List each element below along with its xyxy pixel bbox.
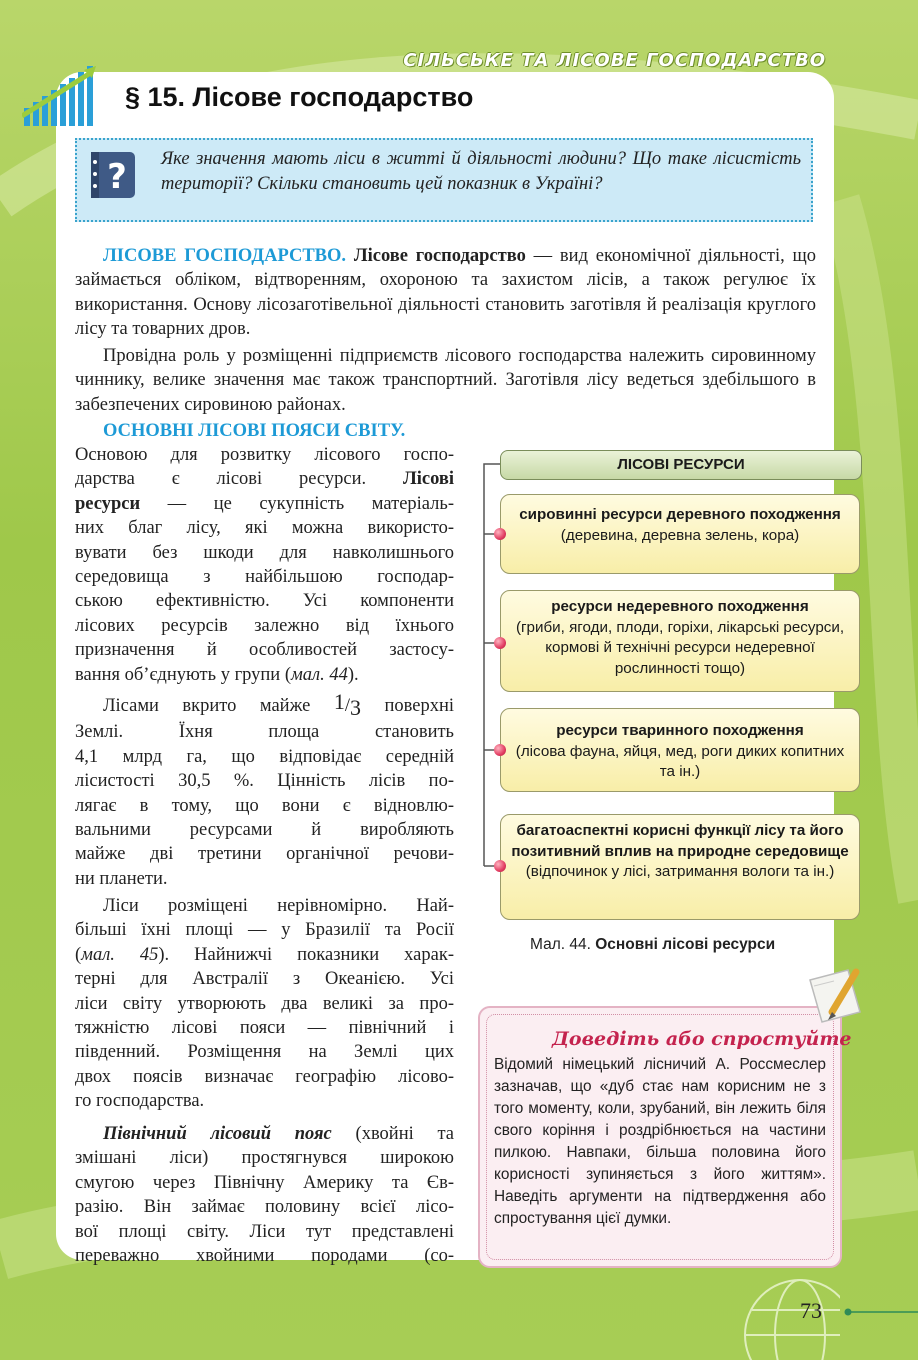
prove-or-disprove-box [478,1006,852,1268]
diagram-box-functions: багатоаспектні корисні функції лісу та його позитивний вплив на природне середовище (відпочинок у лісі, затримання вологи та ін.) [500,814,860,920]
text-line: переважно хвойними породами (со- [75,1246,454,1267]
text-line: середовища з найбільшою господар- [75,567,454,588]
text-line: ською ефективністю. Усі компоненти [75,591,454,612]
northern-belt-paragraph [75,1122,454,1268]
pencil-note-icon [804,966,870,1028]
bullet-dot [494,744,506,756]
text-line: ни планети. [75,868,168,889]
text-line: Землі. Їхня площа становить [75,722,454,743]
forest-distribution-paragraph [75,894,454,1114]
page-number-rule [844,1308,918,1316]
bullet-dot [494,528,506,540]
question-text: Яке значення мають ліси в житті й діяльності людини? Що таке лісистість території? Скільки становить цей показник в Україні? [161,149,801,194]
forest-resources-diagram [478,448,868,928]
fraction-denominator: 3 [349,695,361,720]
text-line: Лісами вкрито майже 1/3 поверхні [103,689,454,720]
diagram-title: ЛІСОВІ РЕСУРСИ [500,450,862,480]
forest-area-paragraph [75,690,454,891]
question-box [75,138,813,222]
text-line: Основою для розвитку лісового госпо- [75,445,454,465]
text-line: змішані ліси) простягнувся широкою [75,1148,454,1169]
text-line: двох поясів визначає географію лісово- [75,1066,454,1087]
text-line: Ліси розміщені нерівномірно. Най- [103,896,454,916]
page-number: 73 [800,1298,822,1323]
chapter-title: § 15. Лісове господарство [125,82,474,112]
fraction-numerator: 1 [333,689,345,714]
bullet-dot [494,637,506,649]
text-line: смугою через Північну Америку та Єв- [75,1172,454,1193]
section-heading-forestry: ЛІСОВЕ ГОСПОДАРСТВО. [103,246,347,266]
svg-text:?: ? [107,157,127,197]
text-line: більші їхні площі — у Бразилії та Росії [75,920,454,941]
section-heading-forest-belts: ОСНОВНІ ЛІСОВІ ПОЯСИ СВІТУ. [103,421,406,441]
text-line: вувати без шкоди для навколишнього [75,542,454,563]
diagram-box-animal: ресурси тваринного походження (лісова фауна, яйця, мед, роги диких копитних та ін.) [500,708,860,792]
text-line: вальними ресурсами й виробляють [75,820,454,841]
text-line: майже дві третини органічної речови- [75,844,454,865]
question-mark-icon [89,150,137,200]
paragraph-forestry-definition: ЛІСОВЕ ГОСПОДАРСТВО. Лісове господарство — вид економічної діяльності, що займається обліком, відтворенням, охороною та захистом лісів, а також регулює їх використання. Основу лісозаготівельної діяльності становить заготівля й реалізація круглого лісу та товарних дров. [75,246,817,340]
text-line: вої площі світу. Ліси тут представлені [75,1221,454,1242]
text-line: (мал. 45). Найнижчі показники харак- [75,944,455,965]
text-line: 4,1 млрд га, що відповідає середній [75,746,454,767]
diagram-box-nonwood: ресурси недеревного походження (гриби, ягоди, плоди, горіхи, лікарські ресурси, кормові й технічні ресурси недеревної рослинності тощо) [500,590,860,692]
bar-chart-growth-icon [22,62,108,128]
paragraph-placement-factors: Провідна роль у розміщенні підприємств лісового господарства належить сировинному чиннику, велике значення має також транспортний. Заготівля лісу ведеться здебільшого в забезпечених сировиною районах. [75,346,816,415]
text-line: Північний лісовий пояс (хвойні та [103,1124,455,1144]
prove-box-title: Доведіть або спростуйте [552,1028,852,1050]
bullet-dot [494,860,506,872]
text-line: лягає в тому, що вони є відновлю- [75,795,454,816]
text-line: го господарства. [75,1091,205,1112]
text-line: разію. Він займає половину всієї лісо- [75,1197,454,1218]
text-line: ресурси — це сукупність матеріаль- [75,493,454,514]
text-line: призначення й особливостей застосу- [75,640,454,661]
figure-caption: Мал. 44. Основні лісові ресурси [530,936,776,953]
running-head: СІЛЬСЬКЕ ТА ЛІСОВЕ ГОСПОДАРСТВО [403,50,826,71]
text-line: лісистості 30,5 %. Цінність лісів по- [75,771,454,792]
text-line: них благ лісу, які можна використо- [75,518,454,539]
text-line: дарства є лісові ресурси. Лісові [75,469,454,490]
text-line: південний. Розміщення на Землі цих [75,1042,454,1063]
prove-box-text: Відомий німецький лісничий А. Россмеслер зазначав, що «дуб стає нам корисним не з того моменту, коли, зрубаний, він лежить біля свого коріння і роздрібнюється на частини пилкою. Навпаки, більша половина його корисності зупиняється з його життям». Наведіть аргументи на підтвердження або спростування цієї думки. [494,1056,826,1227]
text-line: терні для Австралії з Океанією. Усі [75,969,454,990]
globe-icon [740,1275,840,1360]
term-forestry: Лісове господарство [353,246,526,266]
text-line: лісових ресурсів залежно від їхнього [75,615,454,636]
diagram-box-wood: сировинні ресурси деревного походження (деревина, деревна зелень, кора) [500,494,860,574]
forest-resources-paragraph [75,443,454,687]
text-line: тяжністю лісові пояси — північний і [75,1018,454,1039]
text-line: ліси світу утворюють два великі за про- [75,993,454,1014]
text-line: вання об’єднують у групи (мал. 44). [75,664,359,685]
